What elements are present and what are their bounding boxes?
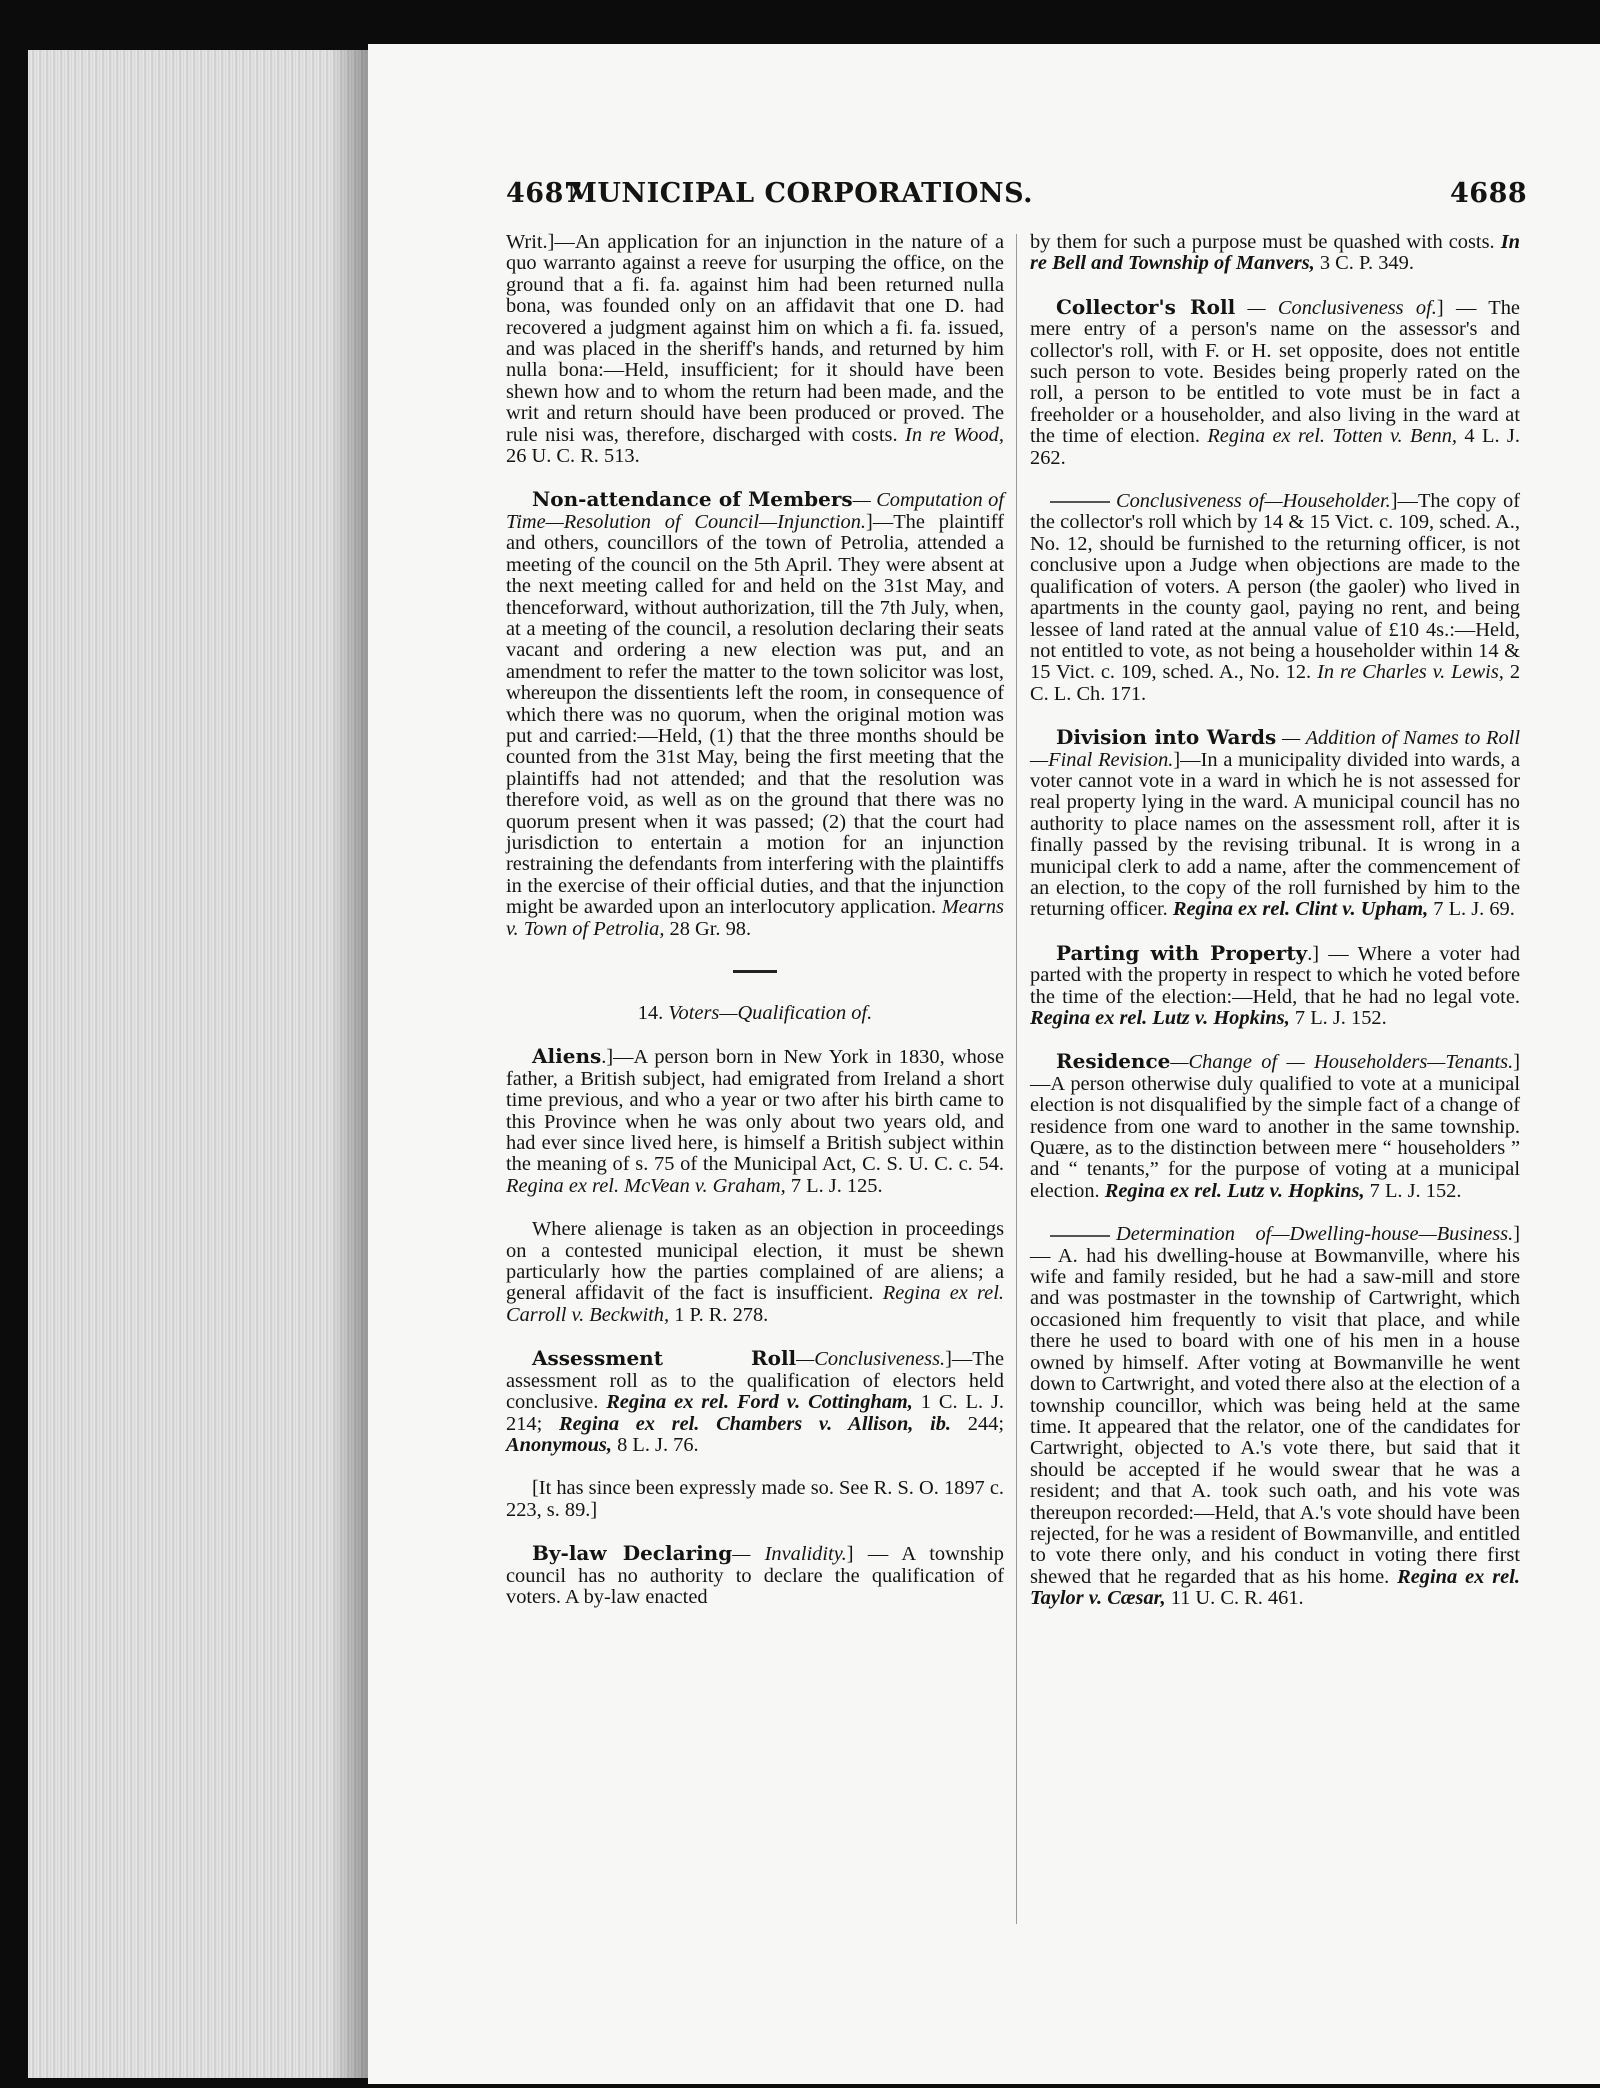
aliens-entry	[506, 1046, 1004, 1197]
assessment-reference-1: 1 C. L. J. 214;	[506, 1391, 1004, 1435]
ditto-dash	[1050, 501, 1110, 503]
collector-citation: Regina ex rel. Totten v. Benn,	[1207, 425, 1458, 448]
assessment-reference-2: 244;	[967, 1412, 1004, 1435]
assessment-text: ]—The assessment roll as to the qualification of electors held conclusive.	[506, 1348, 1004, 1414]
householder-text: ]—The copy of the collector's roll which by 14 & 15 Vict. c. 109, sched. A., No. 12, should be furnished to the returning officer, is not conclusive upon a Judge when objections are made to the qualification of voters. A person (the gaoler) who lived in apartments in the county gaol, paying no rent, and being lessee of land rated at the annual value of £10 4s.:—Held, not entitled to vote, as not being a householder within 14 & 15 Vict. c. 109, sched. A., No. 12.	[1030, 490, 1521, 684]
page-number-right: 4688	[1450, 178, 1528, 209]
determination-reference: 11 U. C. R. 461.	[1170, 1587, 1304, 1610]
assessment-heading: Assessment Roll	[532, 1346, 797, 1371]
residence-entry	[1030, 1051, 1520, 1202]
householder-reference: 2 C. L. Ch. 171.	[1030, 661, 1521, 705]
assessment-citation-2: Regina ex rel. Chambers v. Allison, ib.	[558, 1412, 952, 1435]
determination-entry	[1030, 1224, 1520, 1609]
residence-text: ]—A person otherwise duly qualified to vote at a municipal election is not disqualified by the simple fact of a change of residence from one ward to another in the same township. Quære, as to the distinction between mere “ householders ” and “ tenants,” for the purpose of voting at a municipal election.	[1030, 1051, 1520, 1202]
householder-citation: In re Charles v. Lewis,	[1317, 661, 1504, 684]
bylaw-continuation	[1030, 232, 1520, 275]
statute-note: [It has since been expressly made so. See R. S. O. 1897 c. 223, s. 89.]	[506, 1477, 1004, 1521]
section-title: Voters—Qualification of.	[668, 1002, 873, 1024]
residence-subheading: —Change of — Householders—Tenants.	[1170, 1051, 1514, 1074]
bylaw-subheading: — Invalidity.	[732, 1543, 847, 1566]
alienage-entry	[506, 1219, 1004, 1326]
assessment-citation-3: Anonymous,	[506, 1433, 612, 1456]
bylaw-continuation-text: by them for such a purpose must be quashed with costs.	[1030, 231, 1495, 253]
writ-citation: In re Wood,	[905, 423, 1004, 446]
parting-text: .] — Where a voter had parted with the property in respect to which he voted before the time of the election:—Held, that he had no legal vote.	[1030, 942, 1520, 1008]
parting-reference: 7 L. J. 152.	[1294, 1007, 1387, 1029]
division-text: ]—In a municipality divided into wards, a voter cannot vote in a ward in which he is not assessed for real property lying in the ward. A municipal council has no authority to place names on the assessment roll, after it is finally passed by the revising tribunal. It is wrong in a municipal clerk to add a name, after the commencement of an election, to the copy of the roll furnished by him to the returning officer.	[1030, 748, 1520, 921]
collector-reference: 4 L. J. 262.	[1030, 425, 1520, 469]
residence-reference: 7 L. J. 152.	[1369, 1179, 1462, 1202]
bylaw-text: ] — A township council has no authority to declare the qualification of voters. A by-law enacted	[506, 1543, 1005, 1608]
householder-entry	[1030, 491, 1520, 705]
ditto-dash	[1050, 1235, 1110, 1237]
right-column	[1030, 232, 1520, 1632]
bylaw-entry	[506, 1543, 1004, 1608]
assessment-entry	[506, 1348, 1004, 1456]
page-stack-edge	[28, 50, 368, 2078]
page-gutter-shadow	[330, 50, 370, 2078]
alienage-citation: Regina ex rel. Carroll v. Beckwith,	[506, 1282, 1004, 1326]
bylaw-citation: In re Bell and Township of Manvers,	[1030, 231, 1520, 275]
section-heading	[506, 1003, 1004, 1024]
section-number: 14.	[637, 1002, 664, 1024]
writ-paragraph	[506, 232, 1004, 467]
non-attendance-entry	[506, 489, 1004, 940]
aliens-reference: 7 L. J. 125.	[790, 1174, 883, 1197]
division-heading: Division into Wards	[1056, 725, 1277, 750]
non-attendance-subheading: — Computation of Time—Resolution of Council—Injunction.	[506, 489, 1004, 533]
aliens-text: .]—A person born in New York in 1830, whose father, a British subject, had emigrated from Ireland a short time previous, and who a year or two after his birth came to this Province when he was only about two years old, and had ever since lived here, is himself a British subject within the meaning of s. 75 of the Municipal Act, C. S. U. C. c. 54.	[506, 1046, 1004, 1176]
division-reference: 7 L. J. 69.	[1433, 898, 1515, 921]
bylaw-heading: By-law Declaring	[532, 1541, 733, 1566]
collector-heading: Collector's Roll	[1056, 294, 1236, 319]
aliens-heading: Aliens	[532, 1044, 602, 1069]
determination-text: ] — A. had his dwelling-house at Bowmanville, where his wife and family resided, but he had a saw-mill and store and was postmaster in the township of Cartwright, which occasioned him frequently to visit that place, and while there he used to board with one of his men in a house owned by himself. After voting at Bowmanville he went down to Cartwright, and voted there also at the election of a township councillor, which was being held at the same time. It appeared that the relator, one of the candidates for Cartwright, objected to A.'s vote there, but said that it should be accepted if he would swear that he was a resident; and that A. took such oath, and his vote was thereupon recorded:—Held, that A.'s vote should have been rejected, for he was a resident of Bowmanville, and entitled to vote there only, and his conduct in voting there first shewed that he regarded that as his home.	[1030, 1223, 1520, 1588]
writ-reference: 26 U. C. R. 513.	[506, 445, 640, 468]
division-citation: Regina ex rel. Clint v. Upham,	[1172, 898, 1429, 921]
writ-text: Writ.]—An application for an injunction in the nature of a quo warranto against a reeve for usurping the office, on the ground that a fi. fa. against him had been returned nulla bona, was founded only on an affidavit that one D. had recovered a judgment against him on which a fi. fa. issued, and was placed in the sheriff's hands, and returned by him nulla bona:—Held, insufficient; for it should have been shewn how and to whom the return had been made, and the writ and return should have been produced or proved. The rule nisi was, therefore, discharged with costs.	[506, 231, 1004, 446]
division-subheading: — Addition of Names to Roll—Final Revision.	[1030, 727, 1520, 771]
non-attendance-text: ]—The plaintiff and others, councillors of the town of Petrolia, attended a meeting of the council on the 5th April. They were absent at the next meeting called for and held on the 31st May, and thenceforward, without authorization, till the 7th July, when, at a meeting of the council, a resolution declaring their seats vacant and ordering a new election was put, and an amendment to refer the matter to the town solicitor was lost, whereupon the dissentients left the room, in consequence of which there was no quorum, when the original motion was put and carried:—Held, (1) that the three months should be counted from the 31st May, being the first meeting that the plaintiffs had not attended; and that the resolution was therefore void, as well as on the ground that there was no quorum present when it was passed; (2) that the court had jurisdiction to entertain a motion for an injunction restraining the defendants from interfering with the plaintiffs in the exercise of their official duties, and that the injunction might be awarded upon an interlocutory application.	[506, 510, 1005, 919]
collector-entry	[1030, 294, 1520, 469]
collector-subheading: — Conclusiveness of.	[1235, 296, 1437, 319]
section-separator	[733, 970, 777, 973]
collector-text: ] — The mere entry of a person's name on the assessor's and collector's roll, with F. or H. set opposite, does not entitle such person to vote. Besides being properly rated on the roll, a person to be entitled to vote must be in fact a freeholder or a householder, and also living in the ward at the time of election.	[1030, 296, 1520, 448]
determination-citation: Regina ex rel. Taylor v. Cæsar,	[1030, 1565, 1520, 1610]
parting-heading: Parting with Property	[1056, 940, 1308, 965]
left-column	[506, 232, 1004, 1630]
alienage-text: Where alienage is taken as an objection in proceedings on a contested municipal election, it must be shewn particularly how the parties complained of are aliens; a general affidavit of the fact is insufficient.	[506, 1218, 1004, 1305]
page-number-left: 4687	[506, 178, 584, 209]
alienage-reference: 1 P. R. 278.	[674, 1303, 769, 1326]
determination-subheading: Determination of—Dwelling-house—Business.	[1116, 1223, 1514, 1246]
non-attendance-heading: Non-attendance of Members	[532, 487, 853, 512]
assessment-citation-1: Regina ex rel. Ford v. Cottingham,	[606, 1391, 913, 1414]
non-attendance-reference: 28 Gr. 98.	[669, 917, 752, 940]
non-attendance-citation: Mearns v. Town of Petrolia,	[506, 896, 1004, 940]
division-entry	[1030, 727, 1520, 921]
parting-entry	[1030, 940, 1520, 1030]
residence-heading: Residence	[1056, 1049, 1171, 1074]
assessment-reference-3: 8 L. J. 76.	[617, 1433, 699, 1456]
householder-subheading: Conclusiveness of—Householder.	[1116, 490, 1391, 513]
aliens-citation: Regina ex rel. McVean v. Graham,	[506, 1174, 786, 1197]
assessment-subheading: —Conclusiveness.	[796, 1348, 946, 1371]
running-title: MUNICIPAL CORPORATIONS.	[566, 178, 1034, 209]
bylaw-reference: 3 C. P. 349.	[1319, 252, 1414, 275]
residence-citation: Regina ex rel. Lutz v. Hopkins,	[1104, 1179, 1365, 1202]
column-rule	[1016, 234, 1017, 1924]
parting-citation: Regina ex rel. Lutz v. Hopkins,	[1030, 1007, 1290, 1029]
